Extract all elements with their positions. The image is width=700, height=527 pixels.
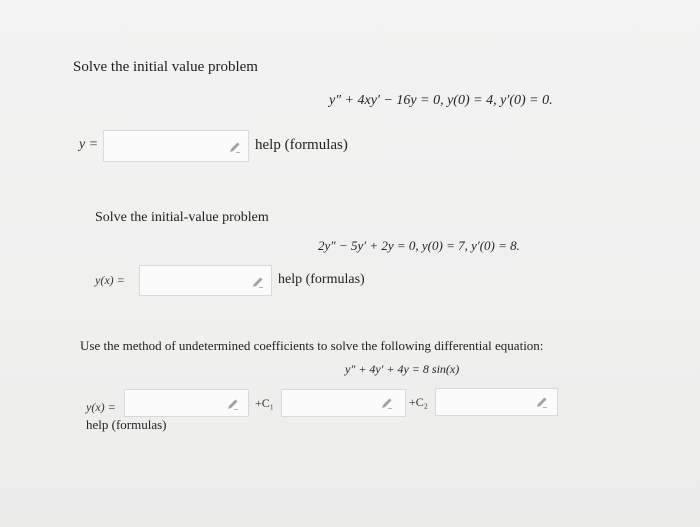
problem3-title: Use the method of undetermined coefficients to solve the following differential equation: — [80, 338, 544, 353]
pencil-icon[interactable] — [535, 395, 549, 409]
problem1-help-link[interactable]: help (formulas) — [255, 137, 348, 153]
problem2-help-link[interactable]: help (formulas) — [278, 272, 365, 287]
problem2-equation: 2y″ − 5y′ + 2y = 0, y(0) = 7, y′(0) = 8. — [318, 238, 520, 253]
problem3-answer-label: y(x) = — [86, 400, 116, 414]
problem1-title: Solve the initial value problem — [73, 59, 258, 75]
pencil-icon[interactable] — [380, 396, 394, 410]
pencil-icon[interactable] — [228, 140, 242, 154]
problem1-equation: y″ + 4xy′ − 16y = 0, y(0) = 4, y′(0) = 0. — [329, 93, 553, 108]
problem2-answer-label: y(x) = — [95, 273, 125, 287]
c1-label: +C₁ — [255, 396, 274, 410]
c2-label: +C₂ — [409, 395, 428, 409]
problem1-answer-label: y = — [79, 137, 99, 152]
pencil-icon[interactable] — [251, 275, 265, 289]
pencil-icon[interactable] — [226, 397, 240, 411]
problem3-help-link[interactable]: help (formulas) — [86, 417, 167, 432]
problem3-equation: y″ + 4y′ + 4y = 8 sin(x) — [345, 362, 460, 376]
problem2-title: Solve the initial-value problem — [95, 210, 269, 225]
